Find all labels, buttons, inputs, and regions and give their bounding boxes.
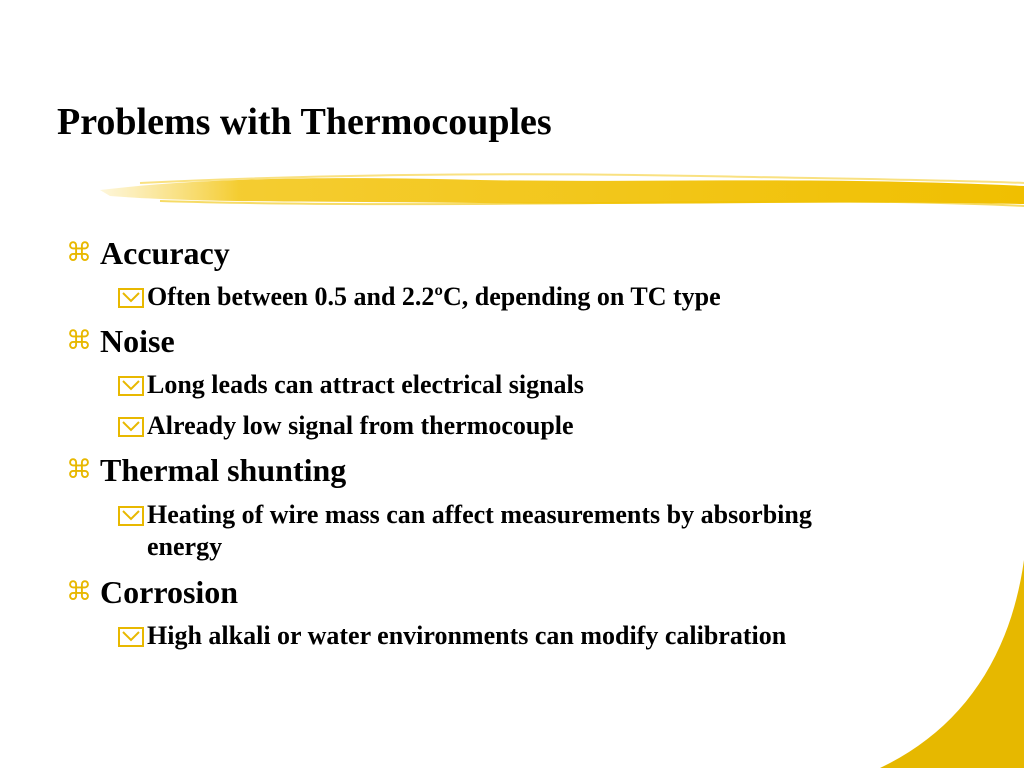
sub-bullet: [118, 369, 947, 401]
command-icon: ⌘: [66, 577, 92, 607]
bullet-label: Accuracy: [100, 235, 230, 271]
bullet-thermal-shunting: [66, 451, 346, 489]
bullet-label: Thermal shunting: [100, 452, 347, 488]
checkbox-arrow-icon: [118, 627, 144, 647]
checkbox-arrow-icon: [118, 376, 144, 396]
command-icon: ⌘: [66, 238, 92, 268]
slide-title: Problems with Thermocouples: [57, 101, 552, 143]
bullet-label: Noise: [100, 323, 175, 359]
sub-bullet-text: Heating of wire mass can affect measurements by absorbing energy: [147, 500, 812, 561]
sub-bullet-text: Often between 0.5 and 2.2ºC, depending on TC type: [147, 282, 721, 311]
sub-bullet: [118, 620, 947, 652]
command-icon: ⌘: [66, 326, 92, 356]
checkbox-arrow-icon: [118, 417, 144, 437]
bullet-accuracy: [66, 234, 230, 272]
sub-bullet-text: Already low signal from thermocouple: [147, 411, 574, 440]
bullet-noise: [66, 322, 175, 360]
sub-bullet-text: High alkali or water environments can modify calibration: [147, 621, 787, 650]
bullet-corrosion: [66, 573, 238, 611]
sub-bullet: [118, 410, 947, 442]
sub-bullet-text: Long leads can attract electrical signals: [147, 370, 584, 399]
sub-bullet: [118, 499, 887, 563]
command-icon: ⌘: [66, 455, 92, 485]
bullet-label: Corrosion: [100, 574, 239, 610]
checkbox-arrow-icon: [118, 506, 144, 526]
checkbox-arrow-icon: [118, 288, 144, 308]
sub-bullet: [118, 281, 947, 313]
